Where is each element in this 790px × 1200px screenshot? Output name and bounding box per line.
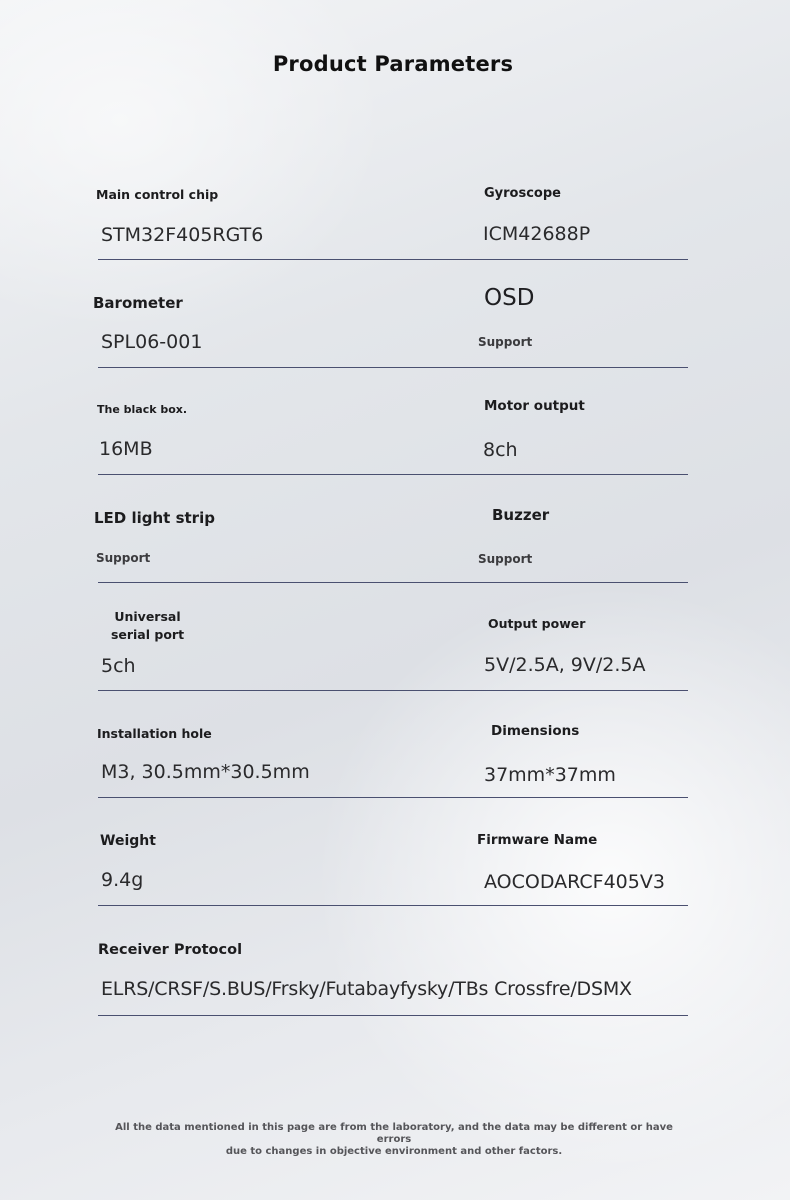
- buzzer-label: Buzzer: [492, 506, 550, 524]
- motor-output-label: Motor output: [484, 398, 585, 414]
- gyroscope-label: Gyroscope: [484, 186, 561, 201]
- osd-value: Support: [478, 335, 533, 349]
- osd-label: OSD: [484, 285, 535, 311]
- disclaimer-line-1: All the data mentioned in this page are from the laboratory, and the data may be different or have errors: [115, 1122, 673, 1145]
- divider: [98, 905, 688, 906]
- divider: [98, 259, 688, 260]
- install-hole-value: M3, 30.5mm*30.5mm: [101, 761, 310, 783]
- divider: [98, 1015, 688, 1016]
- receiver-label: Receiver Protocol: [98, 942, 243, 958]
- firmware-label: Firmware Name: [477, 832, 598, 848]
- dimensions-label: Dimensions: [491, 723, 580, 739]
- led-strip-label: LED light strip: [94, 509, 215, 527]
- divider: [98, 367, 688, 368]
- black-box-value: 16MB: [99, 438, 153, 460]
- divider: [98, 474, 688, 475]
- dimensions-value: 37mm*37mm: [484, 764, 616, 786]
- main-chip-value: STM32F405RGT6: [101, 224, 264, 246]
- disclaimer-line-2: due to changes in objective environment and other factors.: [225, 1146, 563, 1157]
- firmware-value: AOCODARCF405V3: [484, 871, 665, 893]
- gyroscope-value: ICM42688P: [483, 223, 591, 245]
- weight-label: Weight: [100, 833, 156, 849]
- barometer-label: Barometer: [93, 294, 183, 312]
- page-title: Product Parameters: [272, 52, 514, 76]
- output-power-label: Output power: [488, 616, 586, 631]
- output-power-value: 5V/2.5A, 9V/2.5A: [484, 654, 646, 676]
- motor-output-value: 8ch: [483, 439, 518, 461]
- buzzer-value: Support: [478, 552, 533, 566]
- disclaimer: [110, 1122, 678, 1158]
- receiver-value: ELRS/CRSF/S.BUS/Frsky/Futabayfysky/TBs Crossfre/DSMX: [101, 978, 632, 1000]
- install-hole-label: Installation hole: [97, 726, 212, 741]
- led-strip-value: Support: [96, 551, 151, 565]
- main-chip-label: Main control chip: [96, 187, 219, 202]
- barometer-value: SPL06-001: [101, 331, 203, 353]
- uart-label: Universal serial port: [110, 609, 185, 642]
- weight-value: 9.4g: [101, 869, 144, 891]
- uart-value: 5ch: [101, 655, 136, 677]
- divider: [98, 690, 688, 691]
- divider: [98, 797, 688, 798]
- divider: [98, 582, 688, 583]
- black-box-label: The black box.: [97, 403, 188, 416]
